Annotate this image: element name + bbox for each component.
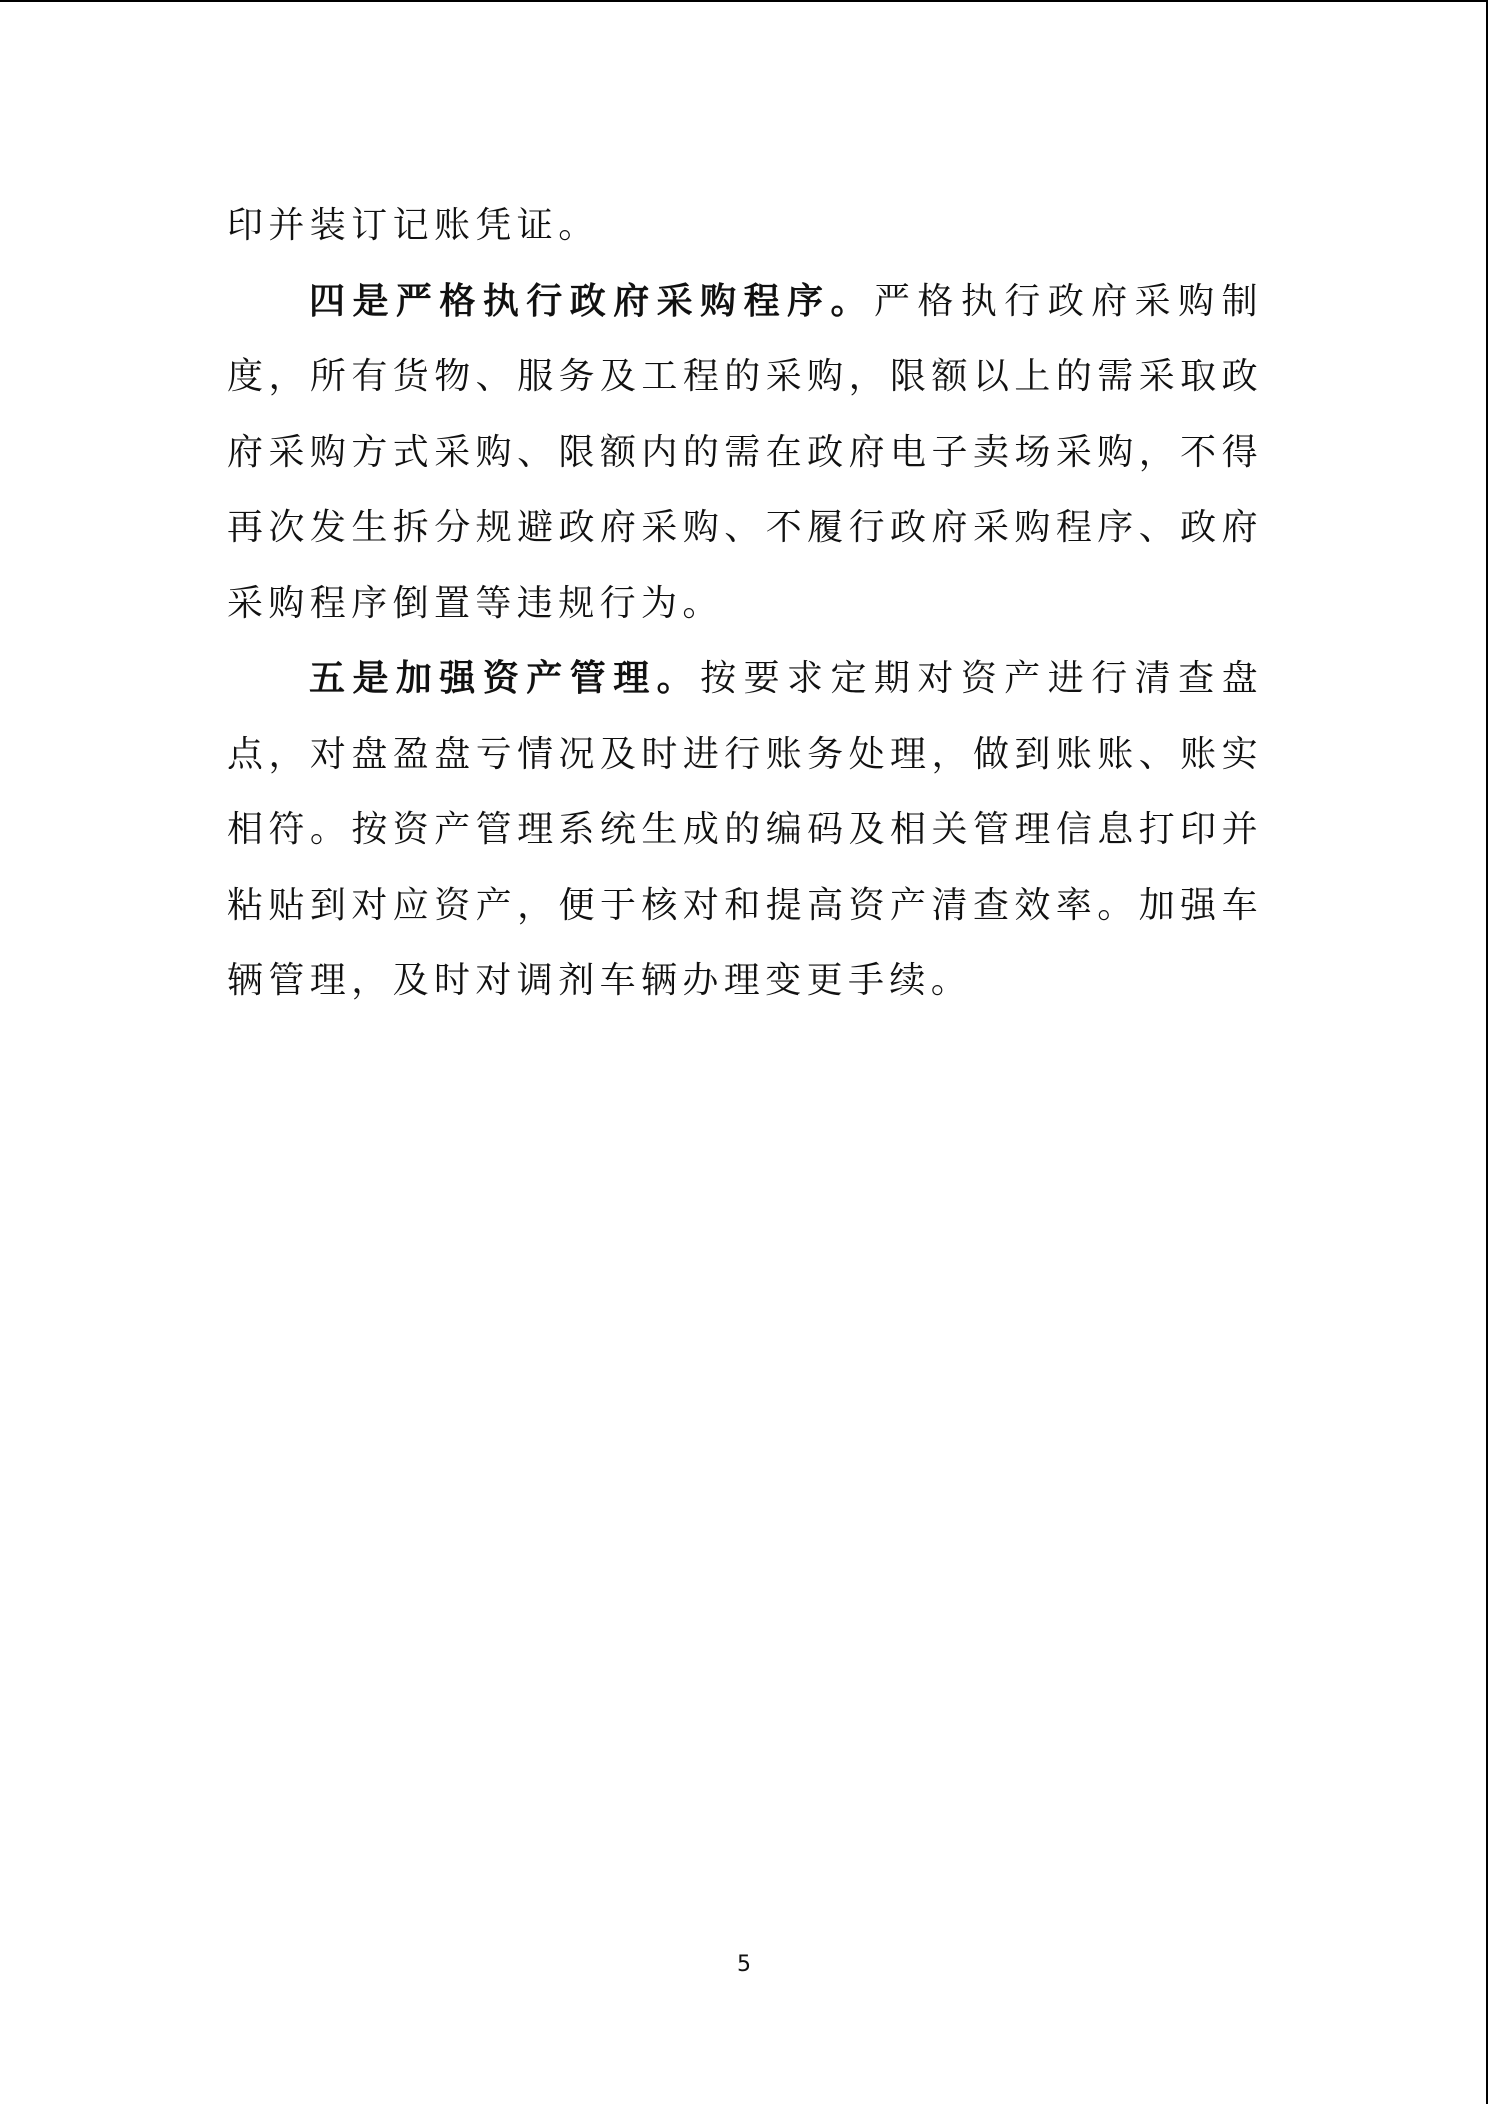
paragraph-lead-heading: 四是严格执行政府采购程序。 xyxy=(309,279,874,322)
page-top-border xyxy=(0,0,1488,2)
paragraph-continuation xyxy=(227,188,1263,264)
paragraph-text: 印并装订记账凭证。 xyxy=(227,205,600,246)
paragraph-text: 严格执行政府采购制度，所有货物、服务及工程的采购，限额以上的需采取政府采购方式采购、限额内的需在政府电子卖场采购，不得再次发生拆分规避政府采购、不履行政府采购程序、政府采购程序倒置等违规行为。 xyxy=(227,280,1263,624)
paragraph-lead-heading: 五是加强资产管理。 xyxy=(309,657,701,699)
paragraph-text: 按要求定期对资产进行清查盘点，对盘盈盘亏情况及时进行账务处理，做到账账、账实相符。按资产管理系统生成的编码及相关管理信息打印并粘贴到对应资产，便于核对和提高资产清查效率。加强车辆管理，及时对调剂车辆办理变更手续。 xyxy=(227,658,1263,1001)
paragraph-asset-management xyxy=(227,641,1263,1019)
paragraph-procurement xyxy=(227,264,1263,642)
document-body xyxy=(227,188,1263,1019)
page-number: 5 xyxy=(737,1952,751,1977)
